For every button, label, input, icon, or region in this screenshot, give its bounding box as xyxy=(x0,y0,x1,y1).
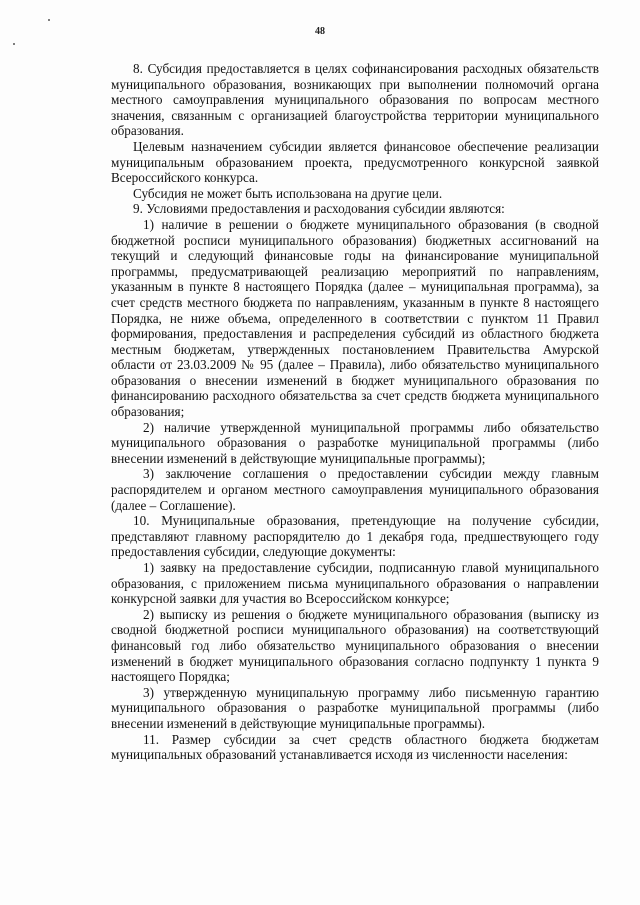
paragraph-restriction: Субсидия не может быть использована на другие цели. xyxy=(133,185,443,201)
paragraph-9-item-1: 1) наличие в решении о бюджете муниципального образования (в сводной бюджетной росписи муниципального образования) бюджетных ассигнований на текущий и следующий финансовые годы на финансирование муниципальной программы, предусматривающей реализацию мероприятий по направлениям, указанным в пункте 8 настоящего Порядка (далее – муниципальная программа), за счет средств местного бюджета по направлениям, указанным в пункте 8 настоящего Порядка, не ниже объема, определенного в соответствии с пунктом 11 Правил формирования, предоставления и распределения субсидий из областного бюджета местным бюджетам, утвержденных постановлением Правительства Амурской области от 23.03.2009 № 95 (далее – Правила), либо обязательство муниципального образования о внесении изменений в бюджет муниципального образования по финансированию расходного обязательства за счет средств бюджета муниципального образования; xyxy=(111,216,599,420)
paragraph-purpose: Целевым назначением субсидии является финансовое обеспечение реализации муниципальным образованием проекта, предусмотренного конкурсной заявкой Всероссийского конкурса. xyxy=(111,138,599,186)
scan-speck xyxy=(13,43,15,45)
paragraph-9: 9. Условиями предоставления и расходования субсидии являются: xyxy=(133,201,505,217)
paragraph-9-item-2: 2) наличие утвержденной муниципальной программы либо обязательство муниципального образования о разработке муниципальной программы (либо внесении изменений в действующие муниципальные программы); xyxy=(111,419,599,466)
scan-speck xyxy=(48,19,50,21)
paragraph-9-item-3: 3) заключение соглашения о предоставлении субсидии между главным распорядителем и органом местного самоуправления муниципального образования (далее – Соглашение). xyxy=(111,466,599,513)
paragraph-10: 10. Муниципальные образования, претендующие на получение субсидии, представляют главному распорядителю до 1 декабря года, предшествующего году предоставления субсидии, следующие документы: xyxy=(111,513,599,560)
paragraph-11: 11. Размер субсидии за счет средств областного бюджета бюджетам муниципальных образований устанавливается исходя из численности населения: xyxy=(111,731,599,763)
paragraph-8: 8. Субсидия предоставляется в целях софинансирования расходных обязательств муниципального образования, возникающих при выполнении полномочий органа местного самоуправления муниципального образования по вопросам местного значения, связанным с организацией благоустройства территории муниципального образования. xyxy=(111,61,599,139)
page-number: 48 xyxy=(315,26,325,37)
document-body xyxy=(111,61,599,763)
paragraph-10-item-3: 3) утвержденную муниципальную программу либо письменную гарантию муниципального образования о разработке муниципальной программы (либо внесении изменений в действующие муниципальные программы). xyxy=(111,684,599,731)
paragraph-10-item-2: 2) выписку из решения о бюджете муниципального образования (выписку из сводной бюджетной росписи муниципального образования) на соответствующий финансовый год либо обязательство муниципального образования о внесении изменений в бюджет муниципального образования согласно подпункту 1 пункта 9 настоящего Порядка; xyxy=(111,606,599,685)
paragraph-10-item-1: 1) заявку на предоставление субсидии, подписанную главой муниципального образования, с приложением письма муниципального образования о направлении конкурсной заявки для участия во Всероссийском конкурсе; xyxy=(111,560,599,607)
